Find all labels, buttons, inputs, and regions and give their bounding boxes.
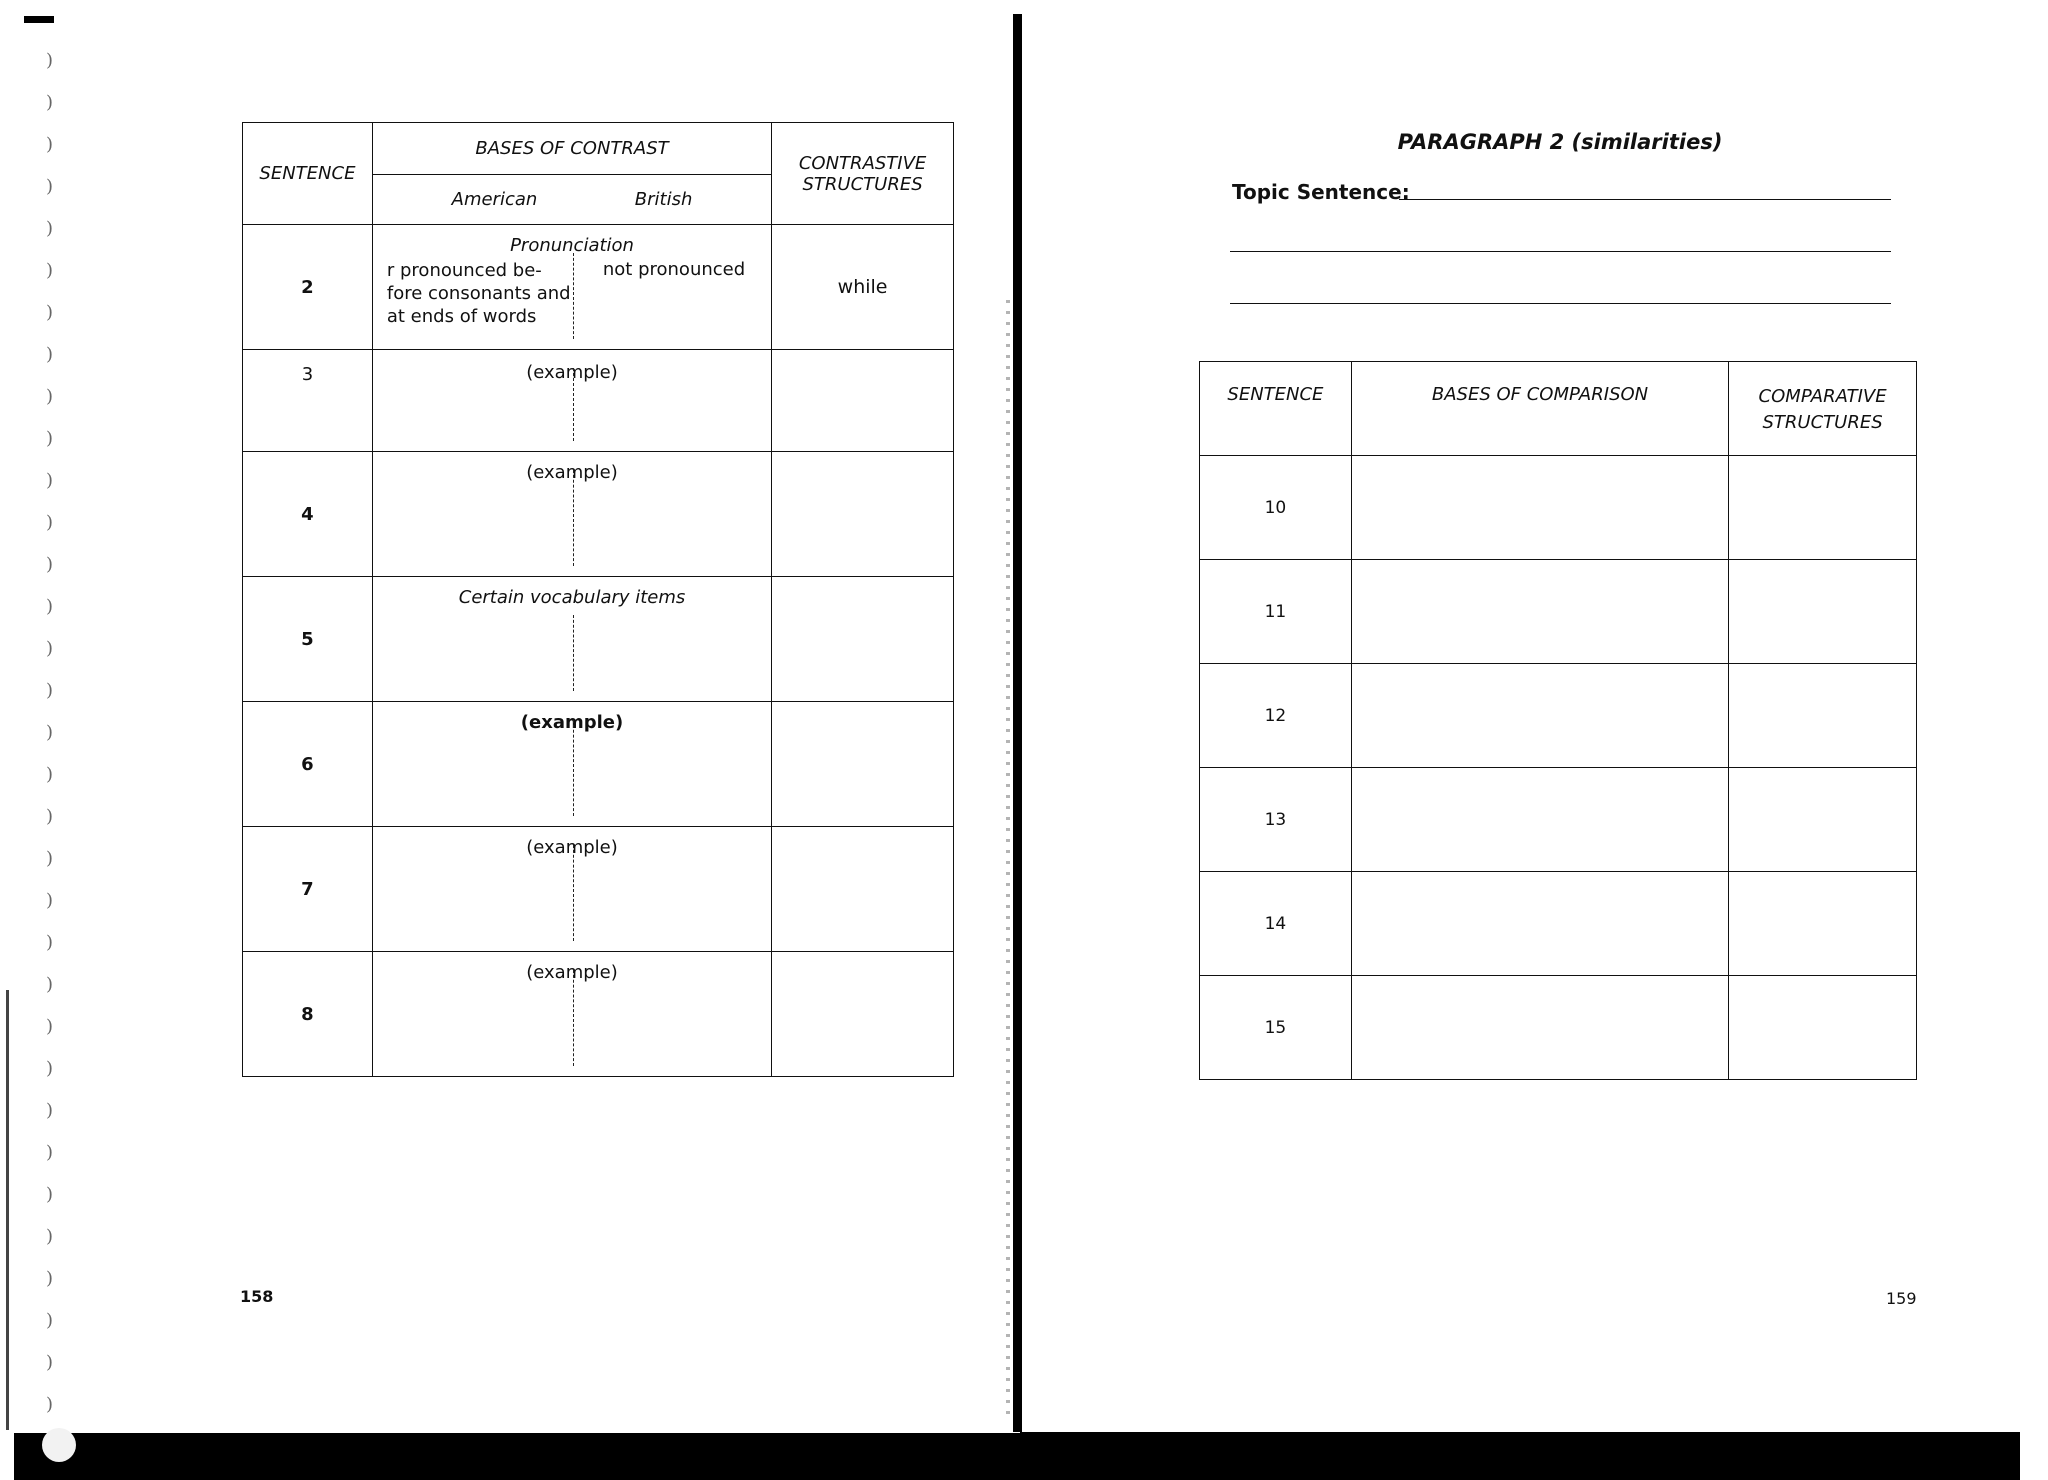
comparison-table — [1199, 361, 1917, 1080]
row-basis-label: (example) — [526, 837, 618, 858]
binding-mark: ) — [46, 1058, 54, 1079]
table-row — [243, 577, 954, 702]
row-basis-cell[interactable] — [1351, 664, 1728, 768]
row-sentence-number: 14 — [1200, 872, 1352, 976]
binding-mark: ) — [46, 764, 54, 785]
binding-mark: ) — [46, 1184, 54, 1205]
row-sentence-number: 12 — [1200, 664, 1352, 768]
binding-mark: ) — [46, 470, 54, 491]
binding-mark: ) — [46, 1268, 54, 1289]
header-sentence: SENTENCE — [243, 123, 373, 225]
binding-mark: ) — [46, 554, 54, 575]
binding-mark: ) — [46, 596, 54, 617]
table-row — [243, 452, 954, 577]
row-sentence-number: 11 — [1200, 560, 1352, 664]
header-sentence: SENTENCE — [1200, 362, 1352, 456]
row-basis-label: (example) — [520, 712, 624, 733]
table-row — [243, 702, 954, 827]
hole-punch — [42, 1428, 76, 1462]
row-structure — [772, 452, 954, 577]
binding-mark: ) — [46, 50, 54, 71]
column-divider — [573, 368, 574, 441]
header-structures-line1: CONTRASTIVE — [798, 152, 927, 174]
row-basis-cell[interactable] — [1351, 560, 1728, 664]
table-row — [1200, 872, 1917, 976]
british-note: not pronounced — [602, 259, 746, 280]
american-line: fore consonants and — [386, 283, 571, 304]
binding-mark: ) — [46, 848, 54, 869]
table-row — [1200, 664, 1917, 768]
row-structure — [772, 577, 954, 702]
page-number-right: 159 — [1886, 1289, 1917, 1308]
binding-mark: ) — [46, 638, 54, 659]
row-basis-cell[interactable] — [1351, 872, 1728, 976]
row-basis-label: (example) — [526, 362, 618, 383]
column-divider — [573, 470, 574, 566]
binding-mark: ) — [46, 1226, 54, 1247]
header-subcolumns — [372, 175, 771, 225]
column-divider — [573, 970, 574, 1066]
header-bases-of-contrast: BASES OF CONTRAST — [372, 123, 771, 175]
binding-mark: ) — [46, 974, 54, 995]
binding-mark: ) — [46, 1100, 54, 1121]
binding-mark: ) — [46, 1142, 54, 1163]
paragraph-heading: PARAGRAPH 2 (similarities) — [1397, 130, 1723, 154]
column-divider — [573, 253, 574, 339]
row-sentence-number: 4 — [243, 452, 373, 577]
table-row — [243, 827, 954, 952]
binding-mark: ) — [46, 92, 54, 113]
row-basis-label: Certain vocabulary items — [458, 587, 686, 608]
header-structures-line1: COMPARATIVE — [1758, 386, 1887, 407]
table-row — [243, 952, 954, 1077]
row-structure — [772, 827, 954, 952]
binding-mark: ) — [46, 1352, 54, 1373]
page-bottom-edge-right — [1020, 1432, 2020, 1446]
binding-mark: ) — [46, 302, 54, 323]
table-row — [1200, 768, 1917, 872]
binding-mark: ) — [46, 260, 54, 281]
row-basis-label: Pronunciation — [510, 235, 634, 256]
row-structure — [772, 350, 954, 452]
row-sentence-number: 8 — [243, 952, 373, 1077]
topic-sentence-line[interactable] — [1230, 251, 1891, 252]
topic-sentence-label: Topic Sentence: — [1232, 180, 1410, 204]
topic-sentence-line[interactable] — [1399, 199, 1891, 200]
scan-edge-left — [6, 990, 9, 1430]
row-basis-cell — [372, 350, 771, 452]
american-line: at ends of words — [386, 306, 537, 327]
row-sentence-number: 3 — [243, 350, 373, 452]
column-divider — [573, 615, 574, 691]
binding-mark: ) — [46, 218, 54, 239]
binding-mark: ) — [46, 932, 54, 953]
row-basis-cell — [372, 452, 771, 577]
header-british: British — [634, 189, 693, 210]
row-basis-cell — [372, 702, 771, 827]
row-structure — [772, 952, 954, 1077]
american-note — [387, 259, 571, 328]
row-structure: while — [772, 225, 954, 350]
row-sentence-number: 7 — [243, 827, 373, 952]
book-spine — [1013, 14, 1022, 1432]
row-structure-cell[interactable] — [1729, 976, 1917, 1080]
binding-mark: ) — [46, 1394, 54, 1415]
row-structure-cell[interactable] — [1729, 560, 1917, 664]
header-contrastive-structures — [772, 123, 954, 225]
table-row — [1200, 560, 1917, 664]
row-sentence-number: 13 — [1200, 768, 1352, 872]
binding-mark: ) — [46, 512, 54, 533]
binding-mark: ) — [46, 890, 54, 911]
row-basis-cell — [372, 577, 771, 702]
table-row — [243, 225, 954, 350]
header-structures-line2: STRUCTURES — [802, 173, 923, 195]
row-basis-cell — [372, 952, 771, 1077]
binding-mark: ) — [46, 134, 54, 155]
american-line: r pronounced be- — [386, 260, 542, 281]
row-structure-cell[interactable] — [1729, 664, 1917, 768]
row-basis-cell — [372, 225, 771, 350]
row-basis-cell[interactable] — [1351, 976, 1728, 1080]
column-divider — [573, 845, 574, 941]
topic-sentence-line[interactable] — [1230, 303, 1891, 304]
binding-mark: ) — [46, 344, 54, 365]
binding-mark: ) — [46, 428, 54, 449]
row-sentence-number: 6 — [243, 702, 373, 827]
row-basis-cell[interactable] — [1351, 456, 1728, 560]
binding-mark: ) — [46, 176, 54, 197]
row-sentence-number: 10 — [1200, 456, 1352, 560]
row-basis-label: (example) — [526, 962, 618, 983]
row-sentence-number: 2 — [243, 225, 373, 350]
header-bases-of-comparison: BASES OF COMPARISON — [1351, 362, 1728, 456]
row-sentence-number: 15 — [1200, 976, 1352, 1080]
binding-mark: ) — [46, 1016, 54, 1037]
row-sentence-number: 5 — [243, 577, 373, 702]
binding-mark: ) — [46, 386, 54, 407]
scan-mark-top — [24, 16, 54, 23]
binding-mark: ) — [46, 722, 54, 743]
table-row — [1200, 976, 1917, 1080]
header-structures-line2: STRUCTURES — [1762, 412, 1883, 433]
page-number-left: 158 — [240, 1287, 274, 1306]
row-basis-cell — [372, 827, 771, 952]
row-structure-cell[interactable] — [1729, 456, 1917, 560]
binding-mark: ) — [46, 680, 54, 701]
row-structure-cell[interactable] — [1729, 872, 1917, 976]
binding-mark: ) — [46, 1310, 54, 1331]
table-row — [243, 350, 954, 452]
header-american: American — [451, 189, 538, 210]
row-basis-label: (example) — [526, 462, 618, 483]
table-row — [1200, 456, 1917, 560]
contrast-table — [242, 122, 954, 1077]
header-comparative-structures — [1729, 362, 1917, 456]
binding-mark: ) — [46, 806, 54, 827]
column-divider — [573, 720, 574, 816]
row-structure — [772, 702, 954, 827]
row-basis-cell[interactable] — [1351, 768, 1728, 872]
spine-shadow — [1006, 300, 1010, 1420]
row-structure-cell[interactable] — [1729, 768, 1917, 872]
